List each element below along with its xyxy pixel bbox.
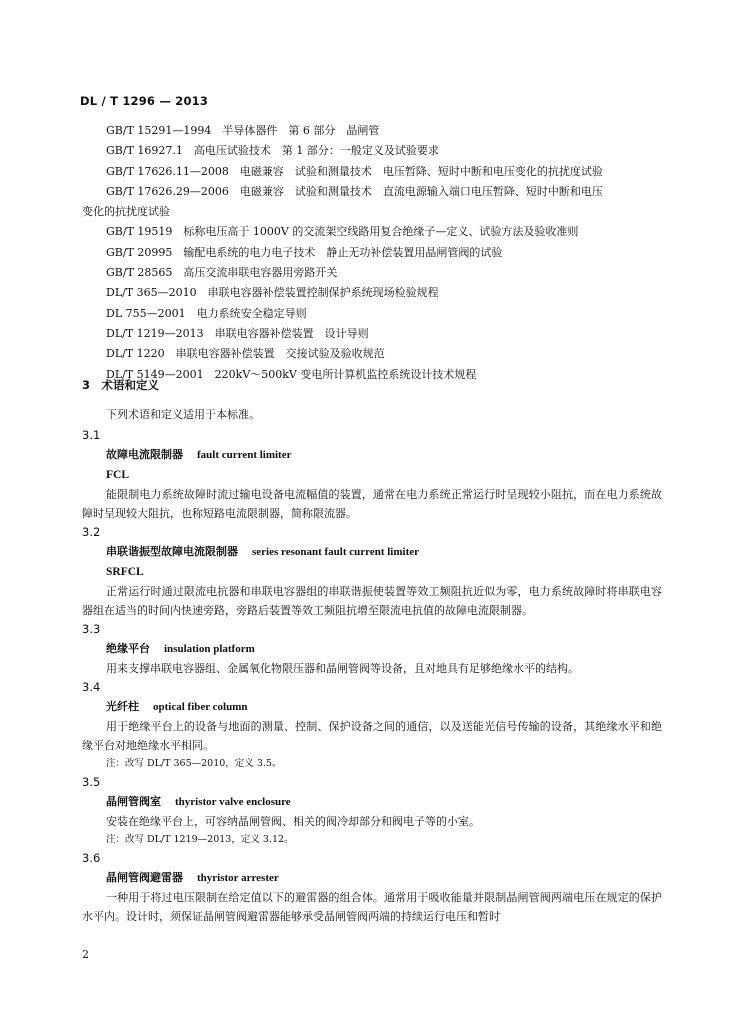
term-heading bbox=[82, 445, 662, 465]
reference-item: GB/T 17626.11—2008 电磁兼容 试验和测量技术 电压暂降、短时中断和电压变化的抗扰度试验 bbox=[106, 164, 603, 178]
term-heading bbox=[82, 697, 662, 717]
terms-list bbox=[82, 426, 662, 926]
term-name-zh: 串联谐振型故障电流限制器 bbox=[106, 545, 238, 558]
term-heading bbox=[82, 868, 662, 888]
term-definition: 正常运行时通过限流电抗器和串联电容器组的串联谐振使装置等效工频阻抗近似为零，电力系统故障时将串联电容器组在适当的时间内快速旁路，旁路后装置等效工频阻抗增至限流电抗值的故障电流限制器。 bbox=[82, 585, 662, 617]
term-name-en: optical fiber column bbox=[153, 701, 248, 713]
term-number: 3.5 bbox=[82, 775, 101, 789]
term-name-en: thyristor valve enclosure bbox=[175, 796, 291, 808]
reference-item: DL/T 1220 串联电容器补偿装置 交接试验及验收规范 bbox=[106, 347, 385, 361]
term-number: 3.2 bbox=[82, 525, 101, 539]
reference-item: DL 755—2001 电力系统安全稳定导则 bbox=[106, 306, 307, 320]
term-note: 注：改写 DL/T 1219—2013，定义 3.12。 bbox=[106, 834, 294, 845]
term-definition: 用于绝缘平台上的设备与地面的测量、控制、保护设备之间的通信，以及送能光信号传输的设备，其绝缘水平和绝缘平台对地绝缘水平相同。 bbox=[82, 720, 662, 752]
term-name-en: series resonant fault current limiter bbox=[252, 546, 419, 558]
term-name-en: thyristor arrester bbox=[197, 872, 279, 884]
standard-code-header: DL / T 1296 — 2013 bbox=[80, 94, 209, 108]
term-number: 3.3 bbox=[82, 622, 101, 636]
reference-item: GB/T 28565 高压交流串联电容器用旁路开关 bbox=[106, 266, 338, 280]
term-abbreviation: SRFCL bbox=[106, 566, 144, 578]
reference-item: GB/T 17626.29—2006 电磁兼容 试验和测量技术 直流电源输入端口电压暂降、短时中断和电压 bbox=[106, 184, 603, 198]
term-definition: 用来支撑串联电容器组、金属氧化物限压器和晶闸管阀等设备，且对地具有足够绝缘水平的结构。 bbox=[106, 662, 579, 675]
term-definition: 能限制电力系统故障时流过输电设备电流幅值的装置，通常在电力系统正常运行时呈现较小阻抗，而在电力系统故障时呈现较大阻抗，也称短路电流限制器，简称限流器。 bbox=[82, 488, 662, 520]
reference-item: DL/T 1219—2013 串联电容器补偿装置 设计导则 bbox=[106, 326, 369, 340]
term-heading bbox=[82, 639, 662, 659]
term-name-zh: 晶闸管阀室 bbox=[106, 795, 161, 808]
section-intro: 下列术语和定义适用于本标准。 bbox=[106, 408, 260, 421]
term-name-zh: 绝缘平台 bbox=[106, 642, 150, 655]
term-name-zh: 晶闸管阀避雷器 bbox=[106, 871, 183, 884]
term-heading bbox=[82, 542, 662, 562]
term-number: 3.6 bbox=[82, 851, 101, 865]
term-name-en: fault current limiter bbox=[197, 449, 292, 461]
term-heading bbox=[82, 792, 662, 812]
term-number: 3.4 bbox=[82, 680, 101, 694]
term-abbreviation: FCL bbox=[106, 469, 129, 481]
reference-item: GB/T 20995 输配电系统的电力电子技术 静止无功补偿装置用晶闸管阀的试验 bbox=[106, 245, 503, 259]
page-number: 2 bbox=[82, 948, 89, 961]
term-name-zh: 光纤柱 bbox=[106, 700, 139, 713]
term-name-zh: 故障电流限制器 bbox=[106, 448, 183, 461]
reference-item: GB/T 19519 标称电压高于 1000V 的交流架空线路用复合绝缘子—定义、试验方法及验收准则 bbox=[106, 225, 579, 239]
reference-item: GB/T 15291—1994 半导体器件 第 6 部分 晶闸管 bbox=[106, 124, 380, 137]
term-definition: 一种用于将过电压限制在给定值以下的避雷器的组合体。通常用于吸收能量并限制晶闸管阀两端电压在规定的保护水平内。设计时，须保证晶闸管阀避雷器能够承受晶闸管阀两端的持续运行电压和暂时 bbox=[82, 891, 662, 923]
term-name-en: insulation platform bbox=[164, 643, 255, 655]
reference-item: DL/T 5149—2001 220kV～500kV 变电所计算机监控系统设计技术规程 bbox=[106, 367, 477, 381]
reference-item-continuation: 变化的抗扰度试验 bbox=[82, 205, 170, 219]
reference-item: DL/T 365—2010 串联电容器补偿装置控制保护系统现场检验规程 bbox=[106, 286, 439, 300]
term-number: 3.1 bbox=[82, 428, 101, 442]
normative-references-list bbox=[82, 121, 662, 385]
section-title: 3 术语和定义 bbox=[82, 378, 160, 392]
reference-item: GB/T 16927.1 高电压试验技术 第 1 部分：一般定义及试验要求 bbox=[106, 144, 439, 158]
term-note: 注：改写 DL/T 365—2010，定义 3.5。 bbox=[106, 758, 282, 769]
term-definition: 安装在绝缘平台上，可容纳晶闸管阀、相关的阀冷却部分和阀电子等的小室。 bbox=[106, 815, 480, 828]
